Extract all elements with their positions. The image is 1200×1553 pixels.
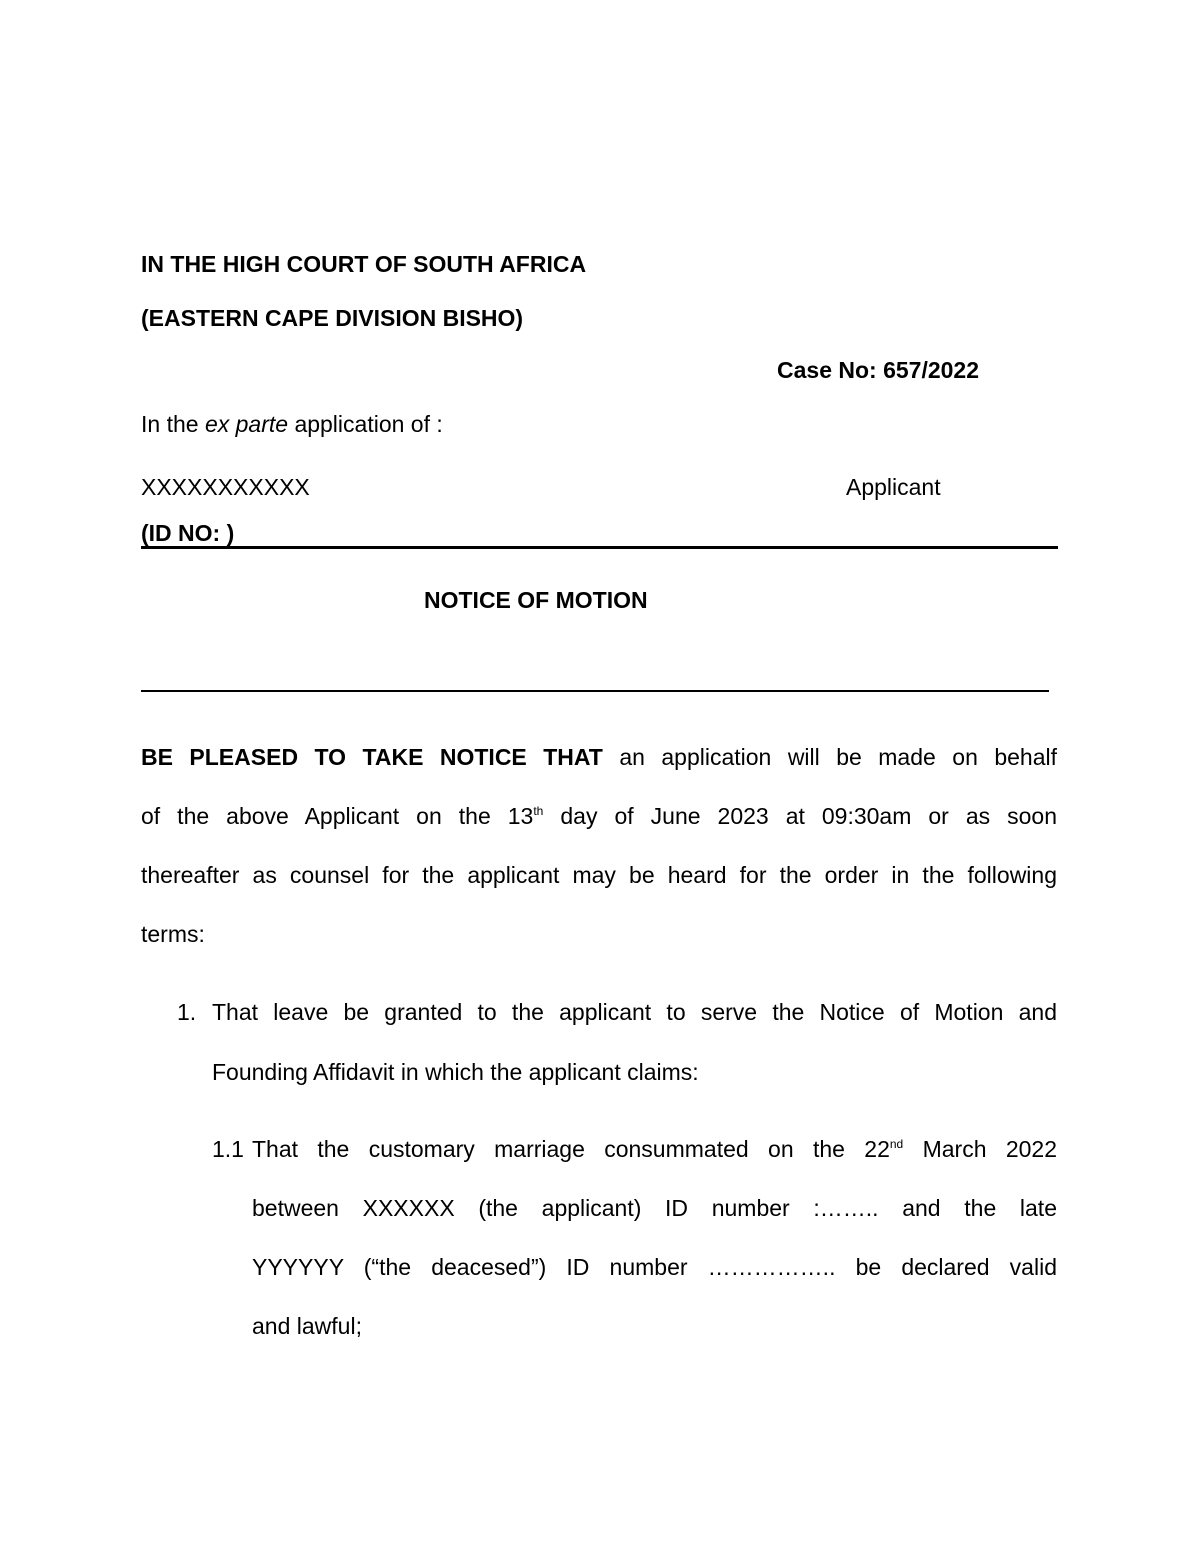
notice-lead: BE PLEASED TO TAKE NOTICE THAT [141, 744, 603, 770]
intro-suffix: application of : [294, 411, 443, 437]
sub-item-1-1-line-4: and lawful; [252, 1313, 362, 1339]
applicant-name: XXXXXXXXXXX [141, 474, 310, 500]
intro-italic: ex parte [204, 411, 289, 437]
notice-line-3: thereafter as counsel for the applicant may be heard for the order in the following [141, 862, 1057, 888]
court-name: IN THE HIGH COURT OF SOUTH AFRICA [141, 251, 587, 277]
notice-line-2 [141, 802, 1057, 830]
notice-line-1-rest: an application will be made on behalf [619, 744, 1057, 770]
court-division: (EASTERN CAPE DIVISION BISHO) [141, 305, 524, 331]
sub-item-1-1-number: 1.1 [212, 1136, 244, 1162]
ex-parte-intro [141, 410, 443, 438]
sub-item-line-1-b: March 2022 [922, 1136, 1057, 1162]
applicant-label: Applicant [846, 474, 941, 500]
sub-item-1-1-line-2: between XXXXXX (the applicant) ID number :…….. and the late [252, 1195, 1057, 1221]
id-number: (ID NO: ) [141, 520, 235, 546]
item-1-line-1: That leave be granted to the applicant to serve the Notice of Motion and [212, 999, 1057, 1025]
title-divider [141, 690, 1049, 692]
sub-item-1-1-line-1 [252, 1135, 1057, 1163]
party-divider [141, 546, 1058, 549]
sub-item-1-1-line-3: YYYYYY (“the deacesed”) ID number …………….. be declared valid [252, 1254, 1057, 1280]
sub-item-line-1-a: That the customary marriage consummated on the 22 [252, 1136, 890, 1162]
notice-line-2-b: day of June 2023 at 09:30am or as soon [560, 803, 1058, 829]
intro-prefix: In the [141, 411, 199, 437]
notice-line-2-a: of the above Applicant on the 13 [141, 803, 534, 829]
notice-line-4: terms: [141, 921, 205, 947]
case-number: Case No: 657/2022 [777, 357, 980, 383]
notice-line-2-sup: th [533, 804, 544, 818]
item-1-number: 1. [177, 999, 197, 1025]
notice-line-1 [141, 743, 1057, 771]
sub-item-line-1-sup: nd [889, 1137, 904, 1151]
document-title: NOTICE OF MOTION [424, 587, 648, 613]
item-1-line-2: Founding Affidavit in which the applicant claims: [212, 1059, 699, 1085]
